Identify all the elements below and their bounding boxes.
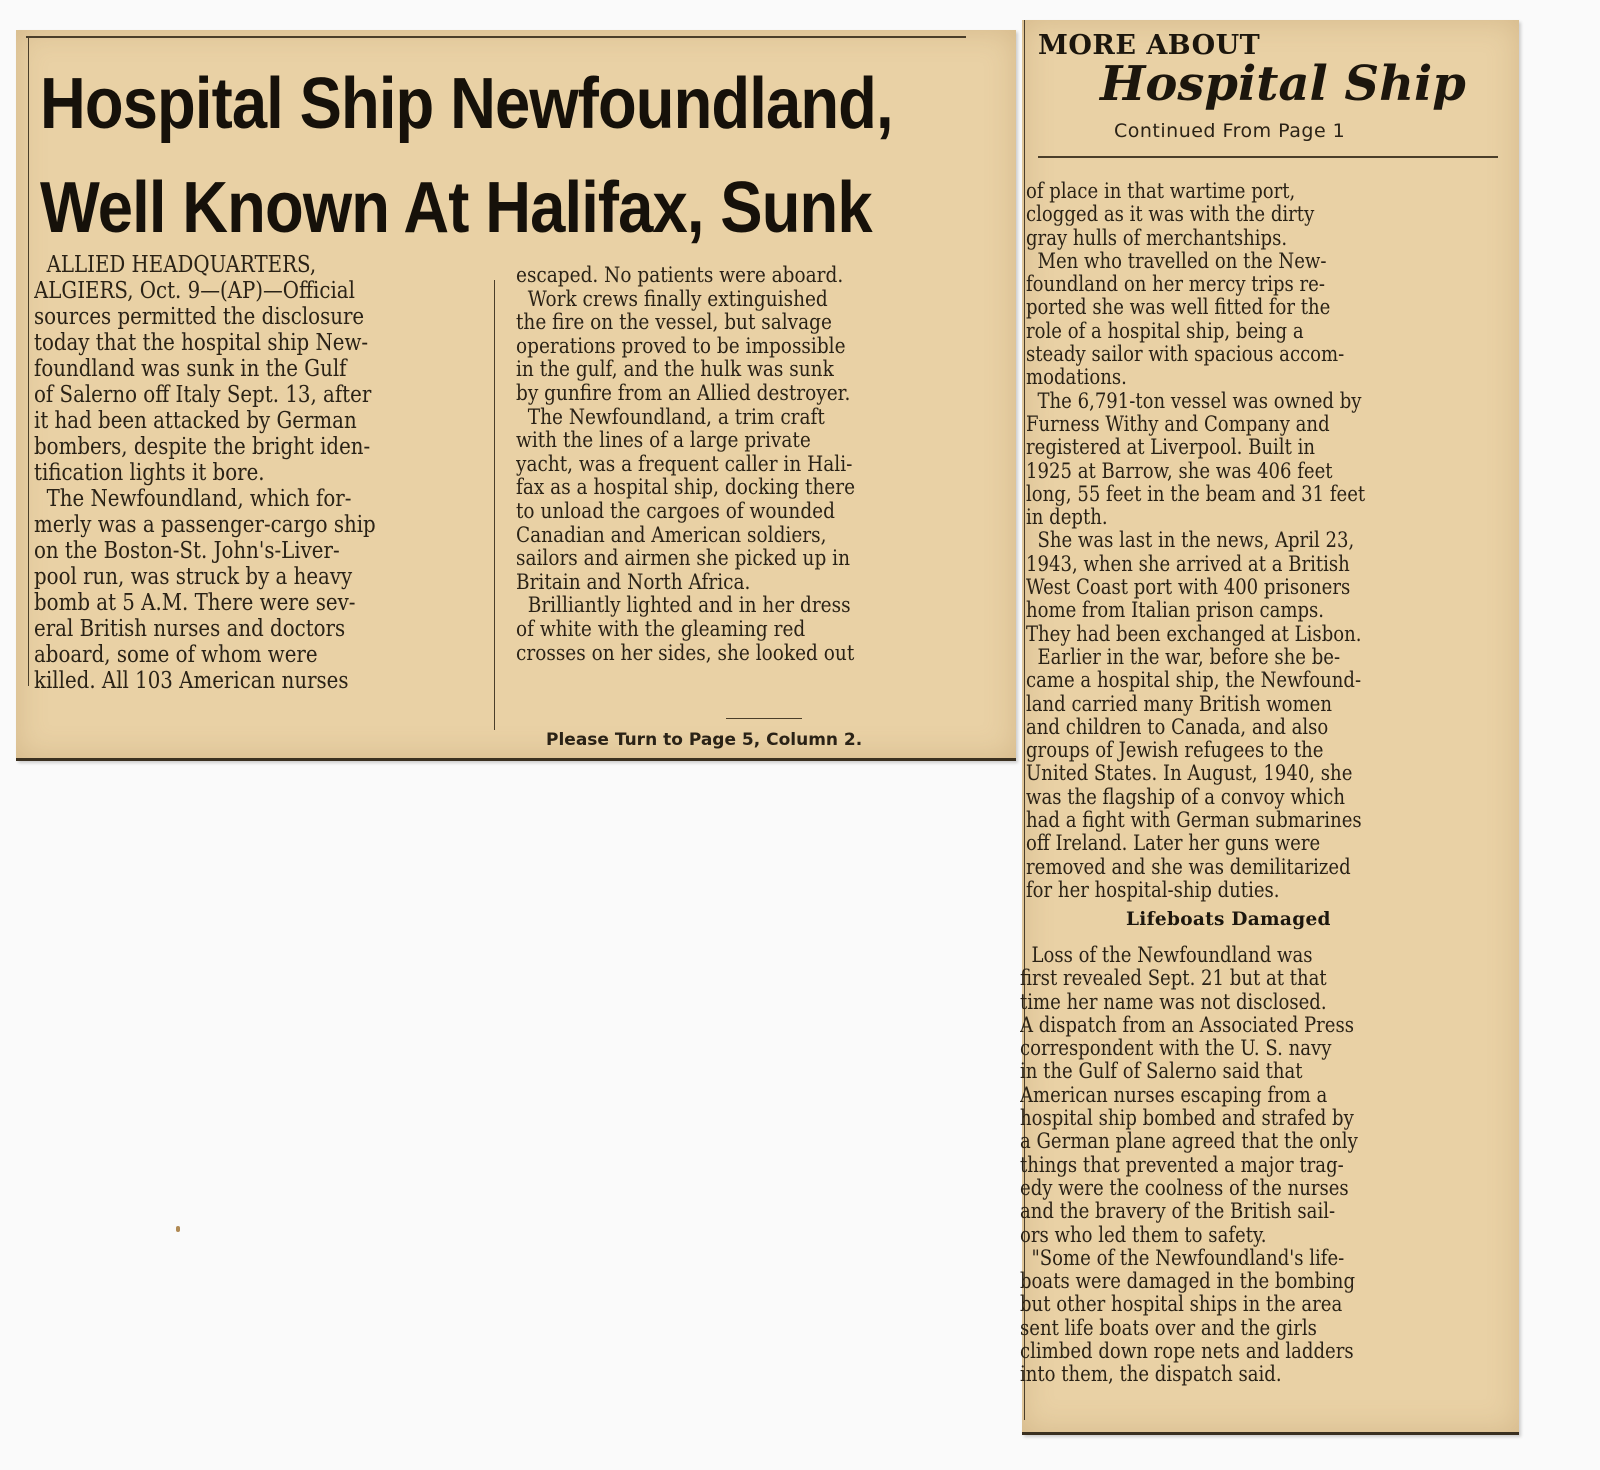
article-column-2: escaped. No patients were aboard. Work crews finally extinguished the fire on the vessel, but salvage operations proved to be impossible in the gulf, and the hulk was sunk by gunfire from an Allied destroyer. The Newfoundland, a trim craft with the lines of a large private yacht, was a frequent caller in Hali- fax as a hospital ship, docking there to unload the cargoes of wounded Canadian and American soldiers, sailors and airmen she picked up in Britain and North Africa. Brilliantly lighted and in her dress of white with the gleaming red crosses on her sides, she looked out bbox=[516, 264, 856, 666]
headline bbox=[40, 52, 893, 260]
paper-speck bbox=[176, 1226, 180, 1232]
continuation-title: Hospital Ship bbox=[1100, 56, 1466, 112]
subheading: Lifeboats Damaged bbox=[1126, 909, 1331, 930]
column-divider bbox=[494, 280, 495, 730]
headline-line-1: Hospital Ship Newfoundland, bbox=[40, 64, 893, 144]
continuation-body-part-2: Loss of the Newfoundland was first revealed Sept. 21 but at that time her name was not disclosed. A dispatch from an Associated Press correspondent with the U. S. navy in the Gulf of Salerno said that American nurses escaping from a hospital ship bombed and strafed by a German plane agreed that the only things that prevented a major trag- edy were the coolness of the nurses and the bravery of the British sail- ors who led them to safety. "Some of the Newfoundland's life- boats were damaged in the bombing but other hospital ships in the area sent life boats over and the girls climbed down rope nets and ladders into them, the dispatch said. bbox=[1020, 944, 1358, 1387]
top-rule bbox=[26, 36, 966, 38]
main-article-clipping bbox=[16, 30, 1016, 761]
turn-divider bbox=[726, 718, 802, 719]
turn-page-line: Please Turn to Page 5, Column 2. bbox=[546, 730, 863, 750]
header-rule bbox=[1038, 156, 1498, 158]
left-border-rule bbox=[28, 36, 29, 686]
headline-line-2: Well Known At Halifax, Sunk bbox=[40, 168, 872, 248]
continuation-body-part-1: of place in that wartime port, clogged as it was with the dirty gray hulls of merchantships. Men who travelled on the New- foundland on her mercy trips re- ported she was well fitted for the role of a hospital ship, being a steady sailor with spacious accom- modations. The 6,791-ton vessel was owned by Furness Withy and Company and registered at Liverpool. Built in 1925 at Barrow, she was 406 feet long, 55 feet in the beam and 31 feet in depth. She was last in the news, April 23, 1943, when she arrived at a British West Coast port with 400 prisoners home from Italian prison camps. They had been exchanged at Lisbon. Earlier in the war, before she be- came a hospital ship, the Newfound- land carried many British women and children to Canada, and also groups of Jewish refugees to the United States. In August, 1940, she was the flagship of a convoy which had a fight with German submarines off Ireland. Later her guns were removed and she was demilitarized for her hospital-ship duties. bbox=[1026, 180, 1366, 903]
continuation-clipping bbox=[1022, 20, 1519, 1435]
continued-from-line: Continued From Page 1 bbox=[1114, 120, 1346, 142]
article-column-1: ALLIED HEADQUARTERS, ALGIERS, Oct. 9—(AP)—Official sources permitted the disclosure today that the hospital ship New- foundland was sunk in the Gulf of Salerno off Italy Sept. 13, after it had been attacked by German bombers, despite the bright iden- tification lights it bore. The Newfoundland, which for- merly was a passenger-cargo ship on the Boston-St. John's-Liver- pool run, was struck by a heavy bomb at 5 A.M. There were sev- eral British nurses and doctors aboard, some of whom were killed. All 103 American nurses bbox=[34, 252, 376, 694]
more-about-label: MORE ABOUT bbox=[1038, 30, 1261, 61]
